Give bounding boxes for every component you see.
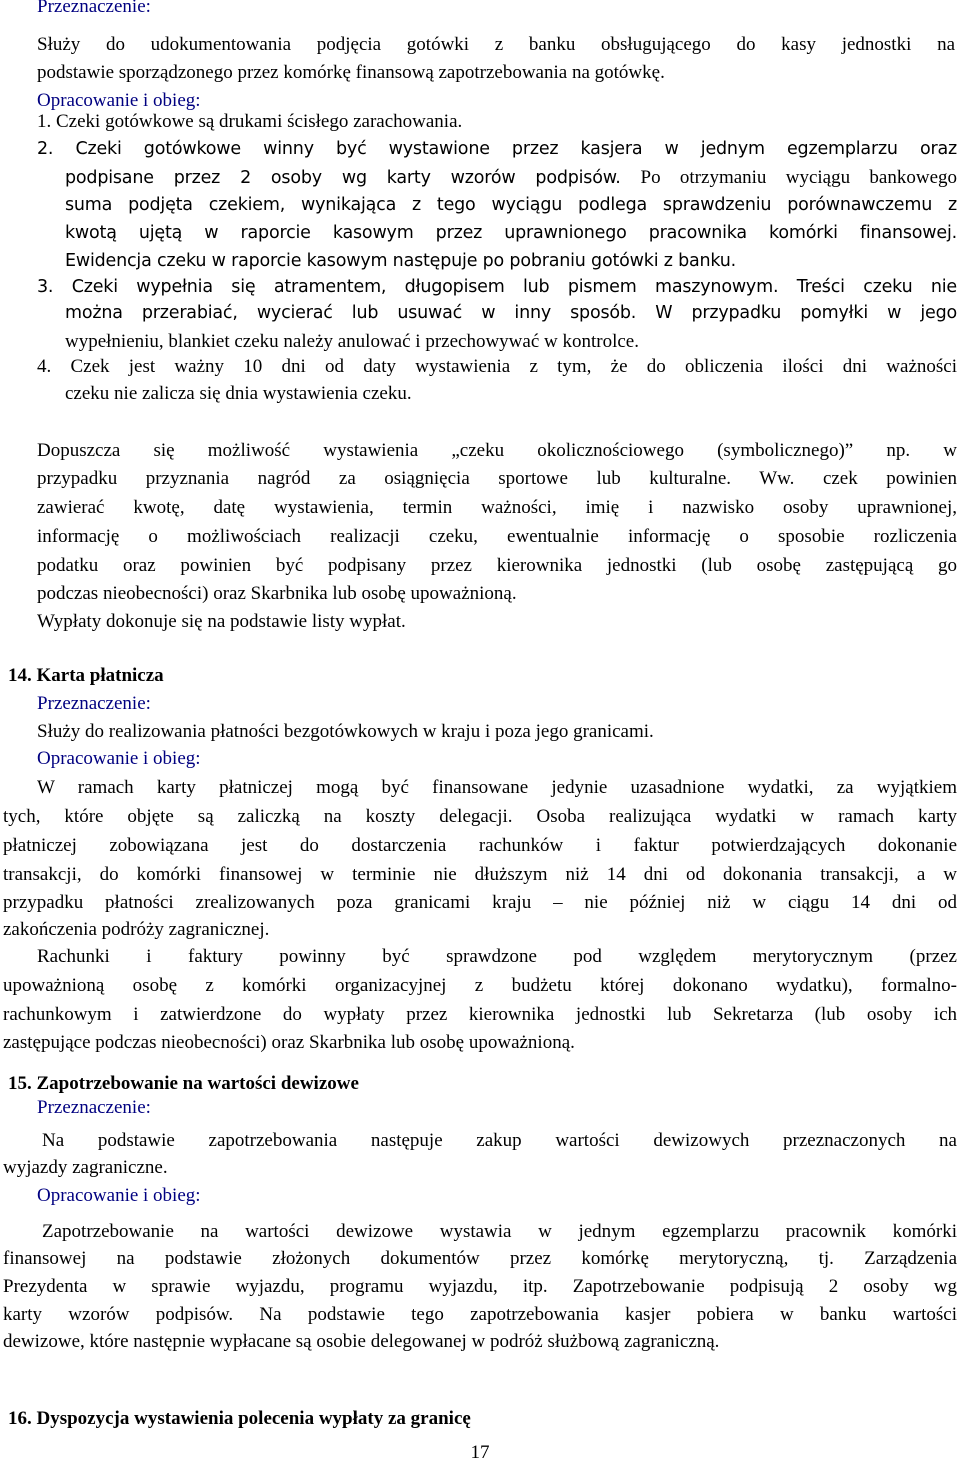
field-label: Opracowanie i obieg: bbox=[37, 1185, 201, 1206]
text-line: Ewidencja czeku w raporcie kasowym następuje po pobraniu gotówki z banku. bbox=[65, 251, 737, 271]
text-line: Rachunki i faktury powinny być sprawdzone pod względem merytorycznym (przez bbox=[37, 946, 957, 967]
section-heading: 15. Zapotrzebowanie na wartości dewizowe bbox=[8, 1073, 359, 1094]
text-line: wyjazdy zagraniczne. bbox=[3, 1157, 168, 1178]
text-line: karty wzorów podpisów. Na podstawie tego zapotrzebowania kasjer pobiera w banku wartości bbox=[3, 1304, 957, 1325]
text-line: 3. Czeki wypełnia się atramentem, długopisem lub pismem maszynowym. Treści czeku nie bbox=[37, 277, 957, 297]
text-line: Służy do udokumentowania podjęcia gotówki z banku obsługującego do kasy jednostki na bbox=[37, 34, 955, 55]
text-line: 1. Czeki gotówkowe są drukami ścisłego zarachowania. bbox=[37, 111, 463, 132]
text-line: zawierać kwotę, datę wystawienia, termin ważności, imię i nazwisko osoby uprawnionej, bbox=[37, 497, 957, 518]
text-line: W ramach karty płatniczej mogą być finansowane jedynie uzasadnione wydatki, za wyjątkiem bbox=[37, 777, 957, 798]
text-line: Na podstawie zapotrzebowania następuje zakup wartości dewizowych przeznaczonych na bbox=[42, 1130, 957, 1151]
text-line: czeku nie zalicza się dnia wystawienia czeku. bbox=[65, 383, 412, 404]
text-line: suma podjęta czekiem, wynikająca z tego wyciągu podlega sprawdzeniu porównawczemu z bbox=[65, 195, 957, 215]
text-line: Służy do realizowania płatności bezgotówkowych w kraju i poza jego granicami. bbox=[37, 721, 654, 742]
text-line: przypadku płatności zrealizowanych poza granicami kraju – nie później niż w ciągu 14 dni od bbox=[3, 892, 957, 913]
text-line: podpisane przez 2 osoby wg karty wzorów podpisów. Po otrzymaniu wyciągu bankowego bbox=[65, 167, 957, 188]
text-line: podatku oraz powinien być podpisany przez kierownika jednostki (lub osobę zastępującą go bbox=[37, 555, 957, 576]
text-line: można przerabiać, wycierać lub usuwać w inny sposób. W przypadku pomyłki w jego bbox=[65, 303, 957, 323]
field-label: Przeznaczenie: bbox=[37, 693, 151, 714]
text-line: Dopuszcza się możliwość wystawienia „czeku okolicznościowego (symbolicznego)” np. w bbox=[37, 440, 957, 461]
text-line: Wypłaty dokonuje się na podstawie listy wypłat. bbox=[37, 611, 406, 632]
page-number: 17 bbox=[470, 1442, 490, 1463]
text-line: 2. Czeki gotówkowe winny być wystawione przez kasjera w jednym egzemplarzu oraz bbox=[37, 139, 957, 159]
text-line: Zapotrzebowanie na wartości dewizowe wystawia w jednym egzemplarzu pracownik komórki bbox=[42, 1221, 957, 1242]
text-line: wypełnieniu, blankiet czeku należy anulować i przechowywać w kontrolce. bbox=[65, 331, 639, 352]
field-label: Opracowanie i obieg: bbox=[37, 90, 201, 111]
text-line: upoważnioną osobę z komórki organizacyjnej z budżetu której dokonano wydatku), formalno- bbox=[3, 975, 957, 996]
text-line: informację o możliwościach realizacji czeku, ewentualnie informację o sposobie rozliczenia bbox=[37, 526, 957, 547]
text-line: kwotą ujętą w raporcie kasowym przez uprawnionego pracownika komórki finansowej. bbox=[65, 223, 957, 243]
section-heading: 16. Dyspozycja wystawienia polecenia wypłaty za granicę bbox=[8, 1408, 471, 1429]
text-line: dewizowe, które następnie wypłacane są osobie delegowanej w podróż służbową zagraniczną. bbox=[3, 1331, 720, 1352]
text-line: zakończenia podróży zagranicznej. bbox=[3, 919, 270, 940]
text-line: tych, które objęte są zaliczką na koszty delegacji. Osoba realizująca wydatki w ramach karty bbox=[3, 806, 957, 827]
text-line: Prezydenta w sprawie wyjazdu, programu wyjazdu, itp. Zapotrzebowanie podpisują 2 osoby wg bbox=[3, 1276, 957, 1297]
text-line: finansowej na podstawie złożonych dokumentów przez komórkę merytoryczną, tj. Zarządzenia bbox=[3, 1248, 957, 1269]
field-label: Przeznaczenie: bbox=[37, 1097, 151, 1118]
field-label: Przeznaczenie: bbox=[37, 0, 151, 17]
text-line: zastępujące podczas nieobecności) oraz Skarbnika lub osobę upoważnioną. bbox=[3, 1032, 575, 1053]
text-line: transakcji, do komórki finansowej w terminie nie dłuższym niż 14 dni od dokonania transakcji, a w bbox=[3, 864, 957, 885]
text-line: przypadku przyznania nagród za osiągnięcia sportowe lub kulturalne. Ww. czek powinien bbox=[37, 468, 957, 489]
field-label: Opracowanie i obieg: bbox=[37, 748, 201, 769]
text-line: rachunkowym i zatwierdzone do wypłaty przez kierownika jednostki lub Sekretarza (lub osoby ich bbox=[3, 1004, 957, 1025]
text-line: płatniczej zobowiązana jest do dostarczenia rachunków i faktur potwierdzających dokonanie bbox=[3, 835, 957, 856]
text-line: 4. Czek jest ważny 10 dni od daty wystawienia z tym, że do obliczenia ilości dni ważności bbox=[37, 356, 957, 377]
text-line: podstawie sporządzonego przez komórkę finansową zapotrzebowania na gotówkę. bbox=[37, 62, 665, 83]
text-line: podczas nieobecności) oraz Skarbnika lub osobę upoważnioną. bbox=[37, 583, 517, 604]
section-heading: 14. Karta płatnicza bbox=[8, 665, 164, 686]
